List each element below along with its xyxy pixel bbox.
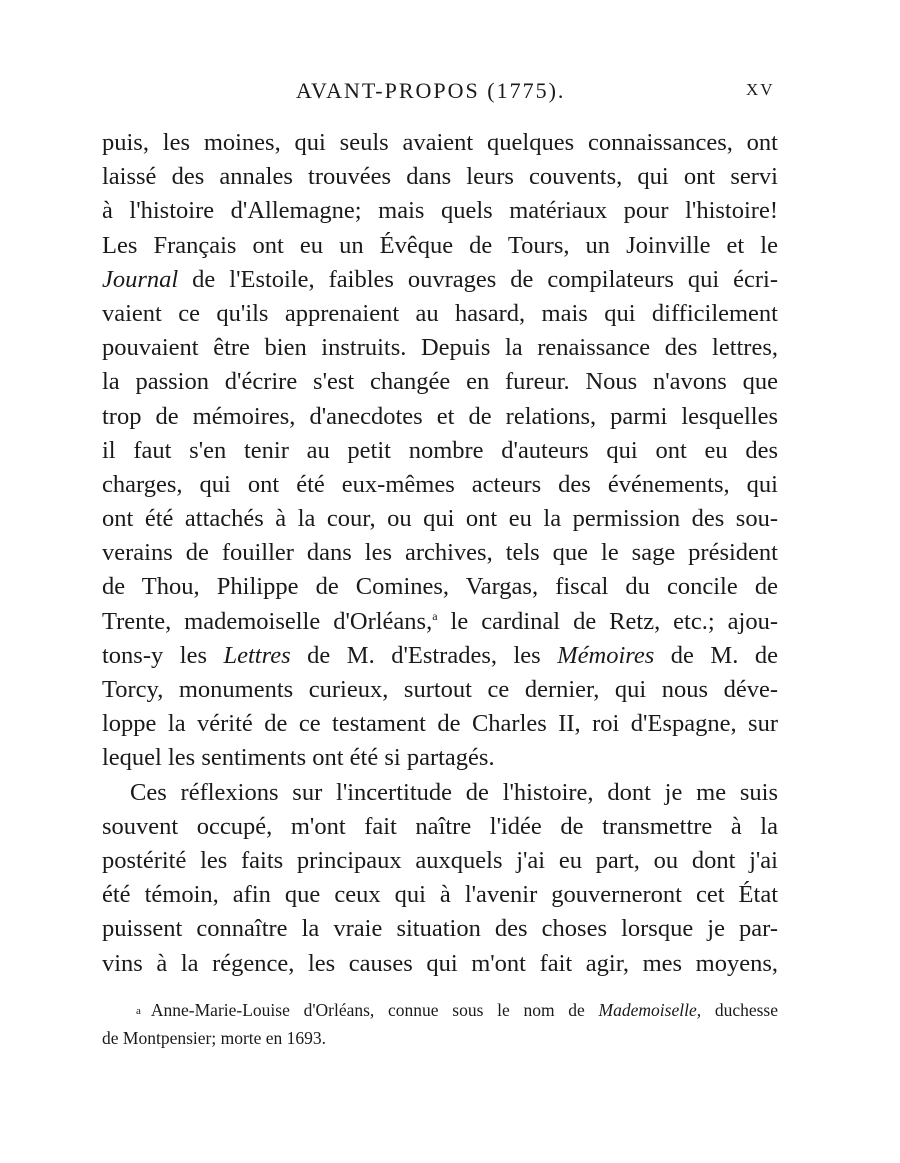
- footnote-reference: a: [432, 608, 438, 623]
- page-number: XV: [746, 80, 775, 99]
- footnote-line: [102, 996, 778, 1024]
- text-line: souvent occupé, m'ont fait naître l'idée de transmettre à la: [102, 812, 778, 840]
- text-span: de M. de: [654, 641, 778, 669]
- text-line: lequel les sentiments ont été si partagés.: [102, 744, 495, 772]
- footnote-marker: a: [136, 1005, 141, 1017]
- text-line: [102, 639, 778, 673]
- text-span: tons-y les: [102, 641, 224, 669]
- text-line: la passion d'écrire s'est changée en fureur. Nous n'avons que: [102, 368, 778, 396]
- text-line: vins à la régence, les causes qui m'ont fait agir, mes moyens,: [102, 949, 778, 977]
- footnote-line: de Montpensier; morte en 1693.: [102, 1028, 327, 1048]
- footnote-italic: Mademoiselle,: [598, 1000, 702, 1020]
- body-text: [102, 126, 778, 981]
- text-line: puis, les moines, qui seuls avaient quelques connaissances, ont: [102, 129, 778, 156]
- footnote-text: duchesse: [701, 1000, 778, 1020]
- text-span: de M. d'Estrades, les: [290, 641, 558, 669]
- text-line: Ces réflexions sur l'incertitude de l'histoire, dont je me suis: [130, 778, 778, 806]
- text-line: été témoin, afin que ceux qui à l'avenir gouverneront cet État: [102, 881, 778, 909]
- text-line: Torcy, monuments curieux, surtout ce dernier, qui nous déve-: [102, 676, 778, 703]
- text-line: il faut s'en tenir au petit nombre d'auteurs qui ont eu des: [102, 436, 778, 464]
- text-line: [102, 263, 778, 297]
- text-line: ont été attachés à la cour, ou qui ont eu la permission des sou-: [102, 505, 778, 533]
- text-line: pouvaient être bien instruits. Depuis la renaissance des lettres,: [102, 334, 778, 362]
- text-line: laissé des annales trouvées dans leurs couvents, qui ont servi: [102, 163, 778, 191]
- text-line: Les Français ont eu un Évêque de Tours, un Joinville et le: [102, 231, 778, 259]
- text-line: verains de fouiller dans les archives, tels que le sage président: [102, 539, 778, 567]
- text-line: [102, 605, 778, 639]
- italic-title-journal: Journal: [102, 265, 179, 293]
- italic-title-memoires: Mémoires: [557, 641, 655, 669]
- text-line: loppe la vérité de ce testament de Charles II, roi d'Espagne, sur: [102, 710, 778, 738]
- text-line: puissent connaître la vraie situation des choses lorsque je par-: [102, 915, 778, 943]
- text-line: de Thou, Philippe de Comines, Vargas, fiscal du concile de: [102, 573, 778, 601]
- text-line: trop de mémoires, d'anecdotes et de relations, parmi lesquelles: [102, 402, 778, 430]
- italic-title-lettres: Lettres: [223, 641, 291, 669]
- text-line: charges, qui ont été eux-mêmes acteurs des événements, qui: [102, 470, 778, 498]
- text-line: vaient ce qu'ils apprenaient au hasard, mais qui difficilement: [102, 299, 778, 327]
- text-span: Trente, mademoiselle d'Orléans,: [102, 607, 433, 635]
- text-line: postérité les faits principaux auxquels j'ai eu part, ou dont j'ai: [102, 846, 778, 874]
- running-title: AVANT-PROPOS (1775).: [296, 78, 566, 103]
- text-span: de l'Estoile, faibles ouvrages de compilateurs qui écri-: [178, 265, 778, 293]
- text-line: à l'histoire d'Allemagne; mais quels matériaux pour l'histoire!: [102, 197, 778, 225]
- running-head: [0, 78, 900, 110]
- text-span: le cardinal de Retz, etc.; ajou-: [437, 607, 778, 635]
- footnote-text: Anne-Marie-Louise d'Orléans, connue sous le nom de: [150, 1000, 599, 1020]
- footnote: [102, 996, 778, 1052]
